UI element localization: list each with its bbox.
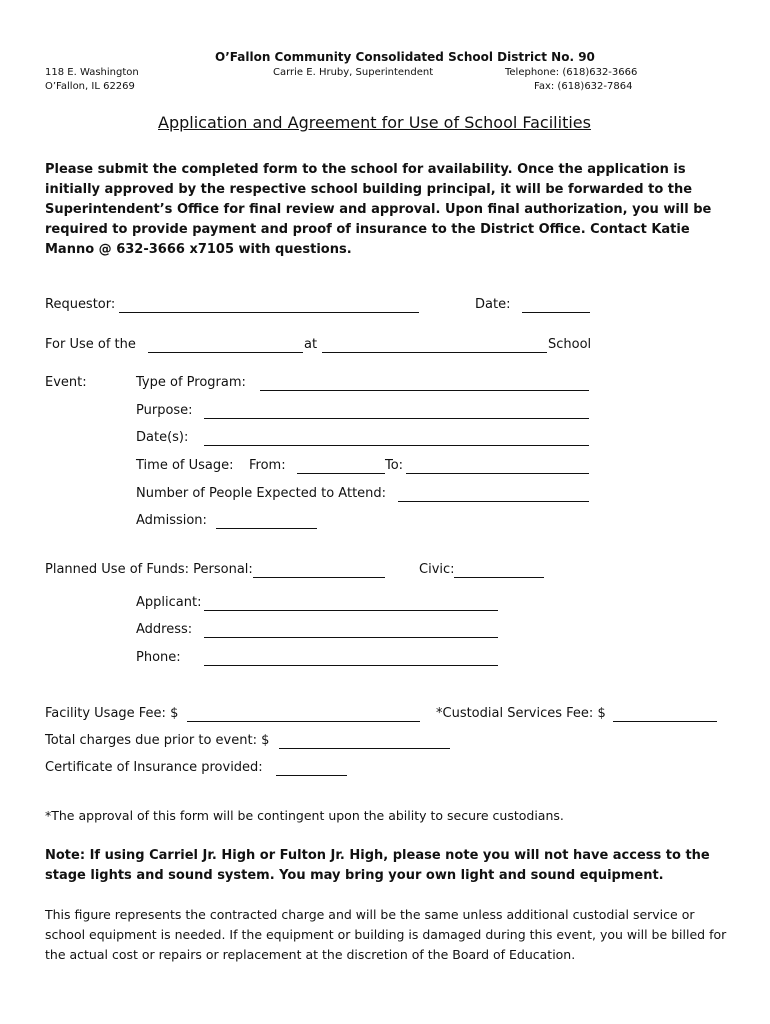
num-people-field[interactable] xyxy=(398,501,589,502)
requestor-field[interactable] xyxy=(119,312,419,313)
stage-note: Note: If using Carriel Jr. High or Fulton Jr. High, please note you will not have access to the stage lights and sound system. You may bring your own light and sound equipment. xyxy=(45,848,710,883)
certificate-field[interactable] xyxy=(276,775,347,776)
date-label: Date: xyxy=(475,297,511,312)
total-charges-label: Total charges due prior to event: $ xyxy=(45,733,270,748)
dates-field[interactable] xyxy=(204,445,589,446)
dates-label: Date(s): xyxy=(136,430,189,445)
for-use-of-label: For Use of the xyxy=(45,337,136,352)
school-label: School xyxy=(548,337,592,352)
address-label: Address: xyxy=(136,622,193,637)
civic-field[interactable] xyxy=(454,577,544,578)
facility-fee-field[interactable] xyxy=(187,721,420,722)
to-label: To: xyxy=(385,458,404,473)
superintendent: Carrie E. Hruby, Superintendent xyxy=(273,67,434,78)
personal-field[interactable] xyxy=(253,577,385,578)
to-field[interactable] xyxy=(406,473,589,474)
type-of-program-field[interactable] xyxy=(260,390,589,391)
admission-field[interactable] xyxy=(216,528,317,529)
from-label: From: xyxy=(249,458,286,473)
event-label: Event: xyxy=(45,375,87,390)
address-line1: 118 E. Washington xyxy=(45,67,139,78)
at-label: at xyxy=(304,337,318,352)
fax: Fax: (618)632-7864 xyxy=(534,81,633,92)
applicant-label: Applicant: xyxy=(136,595,202,610)
from-field[interactable] xyxy=(297,473,385,474)
school-field[interactable] xyxy=(322,352,547,353)
address-field[interactable] xyxy=(204,637,498,638)
applicant-field[interactable] xyxy=(204,610,498,611)
planned-use-label: Planned Use of Funds: Personal: xyxy=(45,562,253,577)
address-line2: O’Fallon, IL 62269 xyxy=(45,81,135,92)
total-charges-field[interactable] xyxy=(279,748,450,749)
certificate-label: Certificate of Insurance provided: xyxy=(45,760,263,775)
approval-note: *The approval of this form will be contingent upon the ability to secure custodians. xyxy=(45,808,564,823)
facility-fee-label: Facility Usage Fee: $ xyxy=(45,706,179,721)
phone-field[interactable] xyxy=(204,665,498,666)
date-field[interactable] xyxy=(522,312,590,313)
custodial-fee-field[interactable] xyxy=(613,721,717,722)
purpose-label: Purpose: xyxy=(136,403,193,418)
phone-label: Phone: xyxy=(136,650,181,665)
purpose-field[interactable] xyxy=(204,418,589,419)
custodial-fee-label: *Custodial Services Fee: $ xyxy=(436,706,606,721)
civic-label: Civic: xyxy=(419,562,455,577)
num-people-label: Number of People Expected to Attend: xyxy=(136,486,387,501)
admission-label: Admission: xyxy=(136,513,207,528)
intro-paragraph: Please submit the completed form to the school for availability. Once the application is initially approved by the respective school building principal, it will be forwarded to the Superintendent’s Office for final review and approval. Upon final authorization, you will be required to provide payment and proof of insurance to the District Office. Contact Katie Manno @ 632-3666 x7105 with questions. xyxy=(45,162,712,257)
type-of-program-label: Type of Program: xyxy=(136,375,246,390)
district-name: O’Fallon Community Consolidated School District No. 90 xyxy=(215,50,595,64)
facility-field[interactable] xyxy=(148,352,303,353)
telephone: Telephone: (618)632-3666 xyxy=(505,67,638,78)
page-title: Application and Agreement for Use of School Facilities xyxy=(158,113,591,132)
requestor-label: Requestor: xyxy=(45,297,116,312)
figure-note: This figure represents the contracted charge and will be the same unless additional custodial service or school equipment is needed. If the equipment or building is damaged during this event, you will be billed for the actual cost or repairs or replacement at the discretion of the Board of Education. xyxy=(45,907,727,962)
time-of-usage-label: Time of Usage: xyxy=(136,458,234,473)
